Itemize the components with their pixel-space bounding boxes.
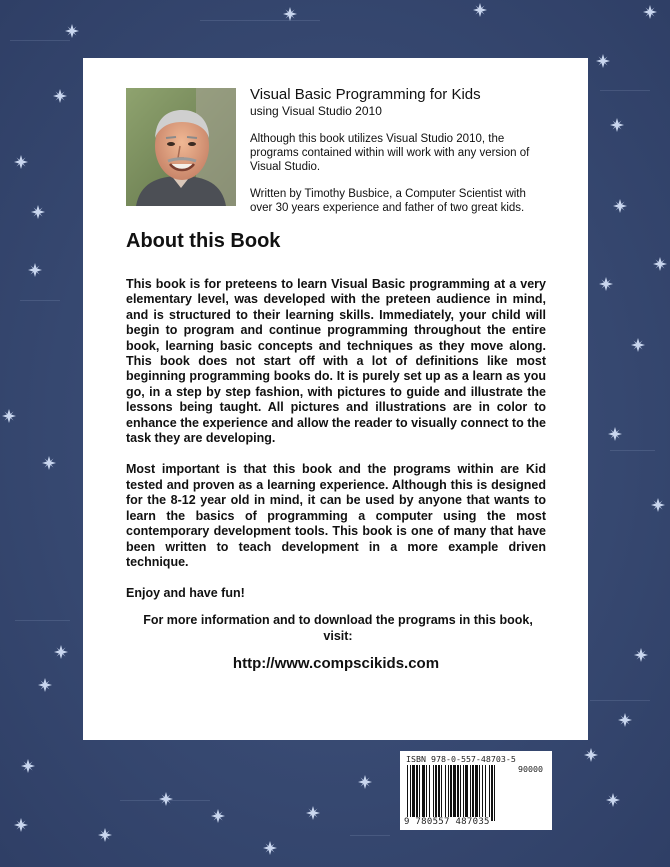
barcode-bar: [491, 765, 493, 821]
book-subtitle: using Visual Studio 2010: [250, 104, 382, 118]
description-paragraph: Enjoy and have fun!: [126, 586, 245, 601]
barcode-bar: [438, 765, 440, 821]
barcode-bar: [475, 765, 478, 821]
author-photo: [126, 88, 236, 206]
website-link[interactable]: http://www.compscikids.com: [232, 655, 440, 672]
about-heading: About this Book: [126, 230, 281, 252]
barcode-bar: [426, 765, 427, 821]
barcode-bar: [465, 765, 468, 821]
barcode-bars: [405, 765, 549, 821]
barcode-bar: [472, 765, 474, 821]
about-description: [126, 277, 546, 618]
more-info-text: For more information and to download the programs in this book, visit:: [143, 613, 533, 643]
price-code: 90000: [518, 764, 543, 774]
barcode-bar: [445, 765, 446, 821]
barcode-bar: [448, 765, 449, 821]
compatibility-note: Although this book utilizes Visual Studio 2010, the programs contained within will work with any version of Visual Studio.: [250, 133, 530, 173]
barcode-bar: [419, 765, 420, 821]
barcode-bar: [482, 765, 483, 821]
barcode-bar: [433, 765, 434, 821]
barcode-bar: [470, 765, 471, 821]
book-title: Visual Basic Programming for Kids: [250, 86, 481, 103]
barcode-bar: [450, 765, 452, 821]
author-bio: Written by Timothy Busbice, a Computer Scientist with over 30 years experience and father of two great kids.: [250, 188, 526, 214]
barcode-bar: [457, 765, 459, 821]
barcode-bar: [412, 765, 415, 821]
barcode-bar: [479, 765, 480, 821]
description-paragraph: This book is for preteens to learn Visual Basic programming at a very elementary level, was developed with the preteen audience in mind, and is structured to their learning skills. Immediately, your child will begin to program and continue programming throughout the entire book, learning basic concepts and techniques as they move along. This book does not start off with a lot of definitions like most beginning programming books do. It is purely set up as a learn as you go, in a step by step fashion, with pictures to guide and illustrate the lessons being taught. All pictures and illustrations are in color to enhance the experience and allow the reader to visually connect to the task they are developing.: [126, 277, 546, 446]
barcode-bar: [410, 765, 411, 821]
barcode-bar: [407, 765, 408, 821]
description-paragraph: Most important is that this book and the programs within are Kid tested and proven as a learning experience. Although this is designed for the 8-12 year old in mind, it can be used by anyone that wants to learn the basics of programming a computer using the most contemporary development tools. This book is one of many that have been written to teach development in a more example driven technique.: [126, 462, 546, 569]
back-cover-panel: [83, 58, 588, 740]
isbn-barcode: [400, 751, 552, 830]
barcode-bar: [435, 765, 437, 821]
barcode-bar: [489, 765, 490, 821]
author-intro: [250, 86, 550, 215]
barcode-bar: [485, 765, 486, 821]
barcode-bar: [416, 765, 418, 821]
barcode-digits: 9 780557 487035: [404, 817, 490, 827]
barcode-bar: [460, 765, 461, 821]
barcode-bar: [494, 765, 495, 821]
barcode-bar: [429, 765, 430, 821]
isbn-label: ISBN 978-0-557-48703-5: [406, 754, 516, 764]
barcode-bar: [422, 765, 425, 821]
barcode-bar: [441, 765, 442, 821]
barcode-bar: [453, 765, 456, 821]
barcode-bar: [463, 765, 464, 821]
